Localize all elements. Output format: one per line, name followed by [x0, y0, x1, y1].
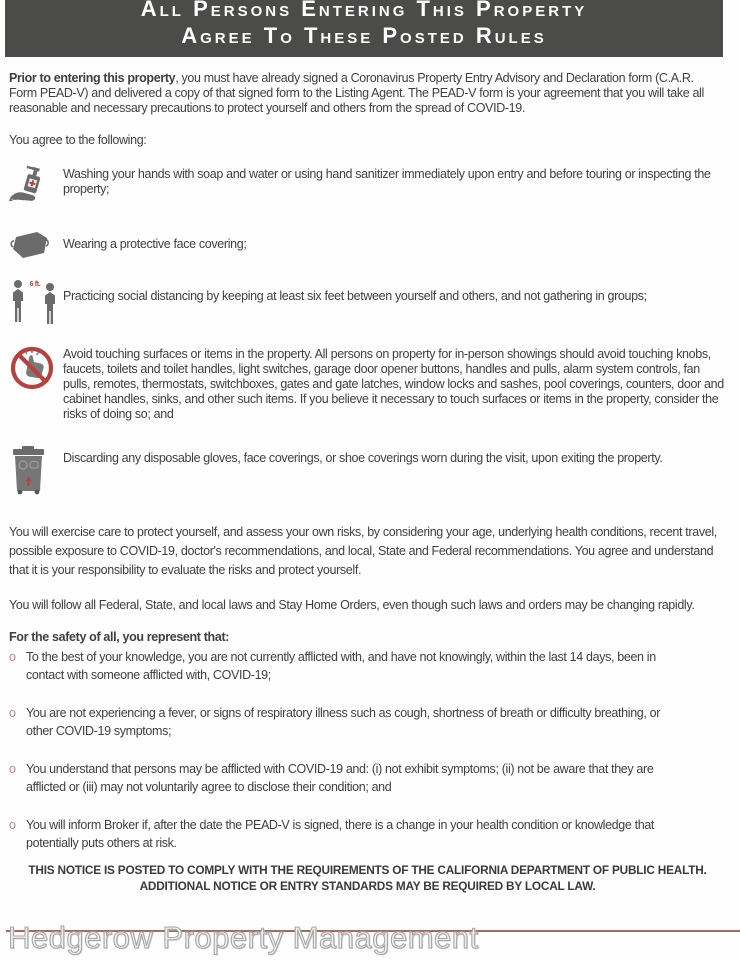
- bullet-marker: o: [9, 761, 16, 776]
- intro-rest: , you must have already signed a Coronavirus Property Entry Advisory and Declaration form (C.A.R. Form PEAD-V) and delivered a copy of that signed form to the Listing Agent. The PEAD-V form is your agreement that you will take all reasonable and necessary precautions to protect yourself and others from the spread of COVID-19.: [9, 71, 704, 116]
- exercise-care-paragraph: You will exercise care to protect yourself, and assess your own risks, by considering your age, underlying health conditions, recent travel, possible exposure to COVID-19, doctor's recommendations, and local, State and Federal recommendations. You agree and understand that it is your responsibility to evaluate the risks and protect yourself.: [9, 524, 717, 577]
- hand-sanitizer-icon: [9, 165, 53, 207]
- represent-item: [9, 760, 726, 796]
- trash-bin-icon: [9, 445, 49, 495]
- follow-laws-paragraph: You will follow all Federal, State, and local laws and Stay Home Orders, even though such laws and orders may be changing rapidly.: [9, 597, 695, 612]
- rule-text: Discarding any disposable gloves, face coverings, or shoe coverings worn during the visit, upon exiting the property.: [63, 450, 663, 465]
- represent-item: [9, 704, 726, 740]
- social-distance-icon: [9, 277, 61, 327]
- rule-text: Practicing social distancing by keeping at least six feet between yourself and others, and not gathering in groups;: [63, 288, 647, 303]
- agree-lead: You agree to the following:: [9, 132, 147, 147]
- notice-body: [9, 71, 726, 894]
- represent-text: You will inform Broker if, after the date the PEAD-V is signed, there is a change in your health condition or knowledge that potentially puts others at risk.: [26, 817, 655, 850]
- represent-item: [9, 648, 726, 684]
- banner-title-line2: Agree To These Posted Rules: [181, 23, 547, 48]
- intro-paragraph: [9, 71, 724, 117]
- rule-icon-box: [9, 345, 63, 391]
- represent-text: You are not experiencing a fever, or signs of respiratory illness such as cough, shortness of breath or difficulty breathing, or other COVID-19 symptoms;: [26, 705, 661, 738]
- rule-face-covering: [9, 229, 726, 265]
- intro-bold-lead: Prior to entering this property: [9, 71, 176, 85]
- rule-icon-box: [9, 445, 63, 495]
- represent-heading: For the safety of all, you represent that:: [9, 629, 230, 644]
- svg-text:6 ft.: 6 ft.: [29, 280, 41, 288]
- face-mask-icon: [9, 229, 53, 265]
- rule-icon-box: [9, 277, 63, 327]
- represent-text: You understand that persons may be afflicted with COVID-19 and: (i) not exhibit symptoms; (ii) not be aware that they are afflicted or (iii) may not voluntarily agree to disclose their condition; and: [26, 761, 654, 794]
- compliance-notice: THIS NOTICE IS POSTED TO COMPLY WITH THE REQUIREMENTS OF THE CALIFORNIA DEPARTMENT OF PUBLIC HEALTH. ADDITIONAL NOTICE OR ENTRY STANDARDS MAY BE REQUIRED BY LOCAL LAW.: [28, 862, 707, 893]
- represent-text: To the best of your knowledge, you are not currently afflicted with, and have not knowingly, within the last 14 days, been in contact with someone afflicted with, COVID-19;: [26, 649, 656, 682]
- rule-icon-box: [9, 229, 63, 265]
- bullet-marker: o: [9, 705, 16, 720]
- bullet-marker: o: [9, 649, 16, 664]
- represent-item: [9, 816, 726, 852]
- rule-social-distancing: [9, 277, 726, 327]
- no-touch-icon: [9, 345, 55, 391]
- notice-banner: [5, 0, 723, 57]
- bullet-marker: o: [9, 817, 16, 832]
- rule-avoid-touching: [9, 345, 726, 422]
- rule-text: Avoid touching surfaces or items in the property. All persons on property for in-person showings should avoid touching knobs, faucets, toilets and toilet handles, light switches, garage door opener buttons, handles and pulls, alarm system controls, fan pulls, remotes, thermostats, switchboxes, gates and gate latches, window locks and sashes, pool coverings, counters, door and cabinet handles, sinks, and other such items. If you believe it necessary to touch surfaces or items in the property, consider the risks of doing so; and: [63, 346, 724, 421]
- rule-text: Wearing a protective face covering;: [63, 236, 247, 251]
- rule-hand-washing: [9, 165, 726, 207]
- rule-text: Washing your hands with soap and water or using hand sanitizer immediately upon entry and before touring or inspecting the property;: [63, 166, 711, 196]
- rule-discard-ppe: [9, 445, 726, 495]
- property-management-watermark: Hedgerow Property Management: [8, 920, 479, 955]
- banner-title-line1: All Persons Entering This Property: [140, 0, 588, 21]
- rule-icon-box: [9, 165, 63, 207]
